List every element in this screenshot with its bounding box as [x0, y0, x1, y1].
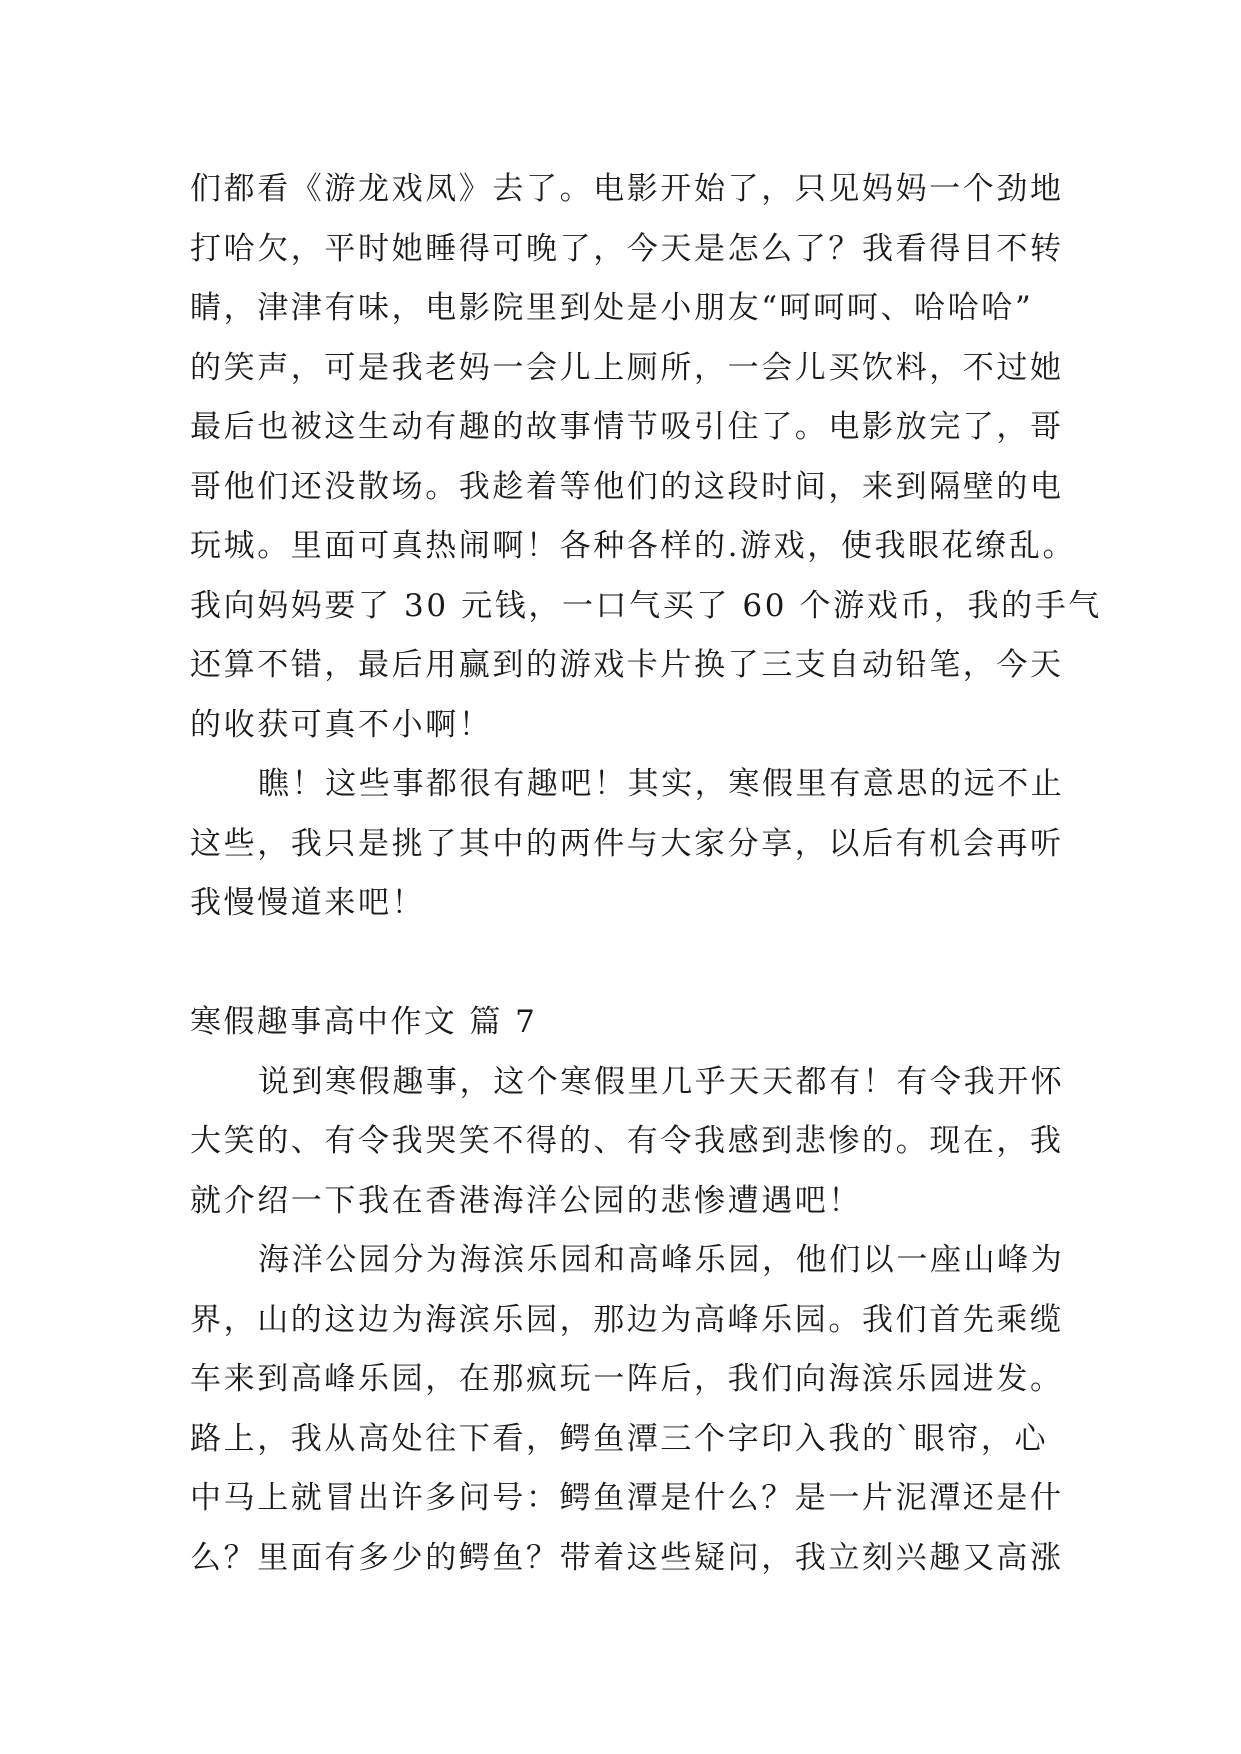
text-line: 路上，我从高处往下看，鳄鱼潭三个字印入我的`眼帘，心: [190, 1420, 1049, 1457]
text-line: 车来到高峰乐园，在那疯玩一阵后，我们向海滨乐园进发。: [190, 1361, 1064, 1397]
text-line: 还算不错，最后用赢到的游戏卡片换了三支自动铅笔，今天: [190, 647, 1064, 683]
paragraph-continuation: [190, 160, 1102, 755]
text-line: 睛，津津有味，电影院里到处是小朋友“呵呵呵、哈哈哈”: [190, 290, 1034, 326]
text-line: 大笑的、有令我哭笑不得的、有令我感到悲惨的。现在，我: [190, 1123, 1064, 1159]
document-body: [190, 160, 1102, 1588]
text-line: 我向妈妈要了 30 元钱，一口气买了 60 个游戏币，我的手气: [190, 587, 1102, 624]
text-line: 的收获可真不小啊！: [190, 706, 493, 743]
text-line: 么？里面有多少的鳄鱼？带着这些疑问，我立刻兴趣又高涨: [190, 1539, 1064, 1576]
paragraph-closing: [190, 755, 1065, 934]
paragraph-ocean-park: [190, 1231, 1065, 1588]
text-line: 这些，我只是挑了其中的两件与大家分享，以后有机会再听: [190, 825, 1064, 862]
section-heading: 寒假趣事高中作文 篇 7: [190, 1004, 538, 1040]
text-line: 就介绍一下我在香港海洋公园的悲惨遭遇吧！: [190, 1182, 862, 1219]
text-line: 说到寒假趣事，这个寒假里几乎天天都有！有令我开怀: [258, 1063, 1065, 1100]
text-line: 哥他们还没散场。我趁着等他们的这段时间，来到隔壁的电: [190, 468, 1064, 505]
text-line: 海洋公园分为海滨乐园和高峰乐园，他们以一座山峰为: [258, 1242, 1065, 1278]
text-line: 打哈欠，平时她睡得可晚了，今天是怎么了？我看得目不转: [190, 230, 1064, 267]
text-line: 中马上就冒出许多问号：鳄鱼潭是什么？是一片泥潭还是什: [190, 1480, 1064, 1516]
text-line: 我慢慢道来吧！: [190, 885, 426, 921]
text-line: 的笑声，可是我老妈一会儿上厕所，一会儿买饮料，不过她: [190, 349, 1064, 386]
paragraph-intro: [190, 1053, 1065, 1232]
text-line: 最后也被这生动有趣的故事情节吸引住了。电影放完了，哥: [190, 409, 1064, 445]
text-line: 界，山的这边为海滨乐园，那边为高峰乐园。我们首先乘缆: [190, 1301, 1064, 1338]
text-line: 瞧！这些事都很有趣吧！其实，寒假里有意思的远不止: [258, 766, 1065, 802]
text-line: 玩城。里面可真热闹啊！各种各样的.游戏，使我眼花缭乱。: [190, 528, 1077, 564]
section-spacer: [190, 934, 1052, 994]
text-line: 们都看《游龙戏凤》去了。电影开始了，只见妈妈一个劲地: [190, 171, 1064, 207]
